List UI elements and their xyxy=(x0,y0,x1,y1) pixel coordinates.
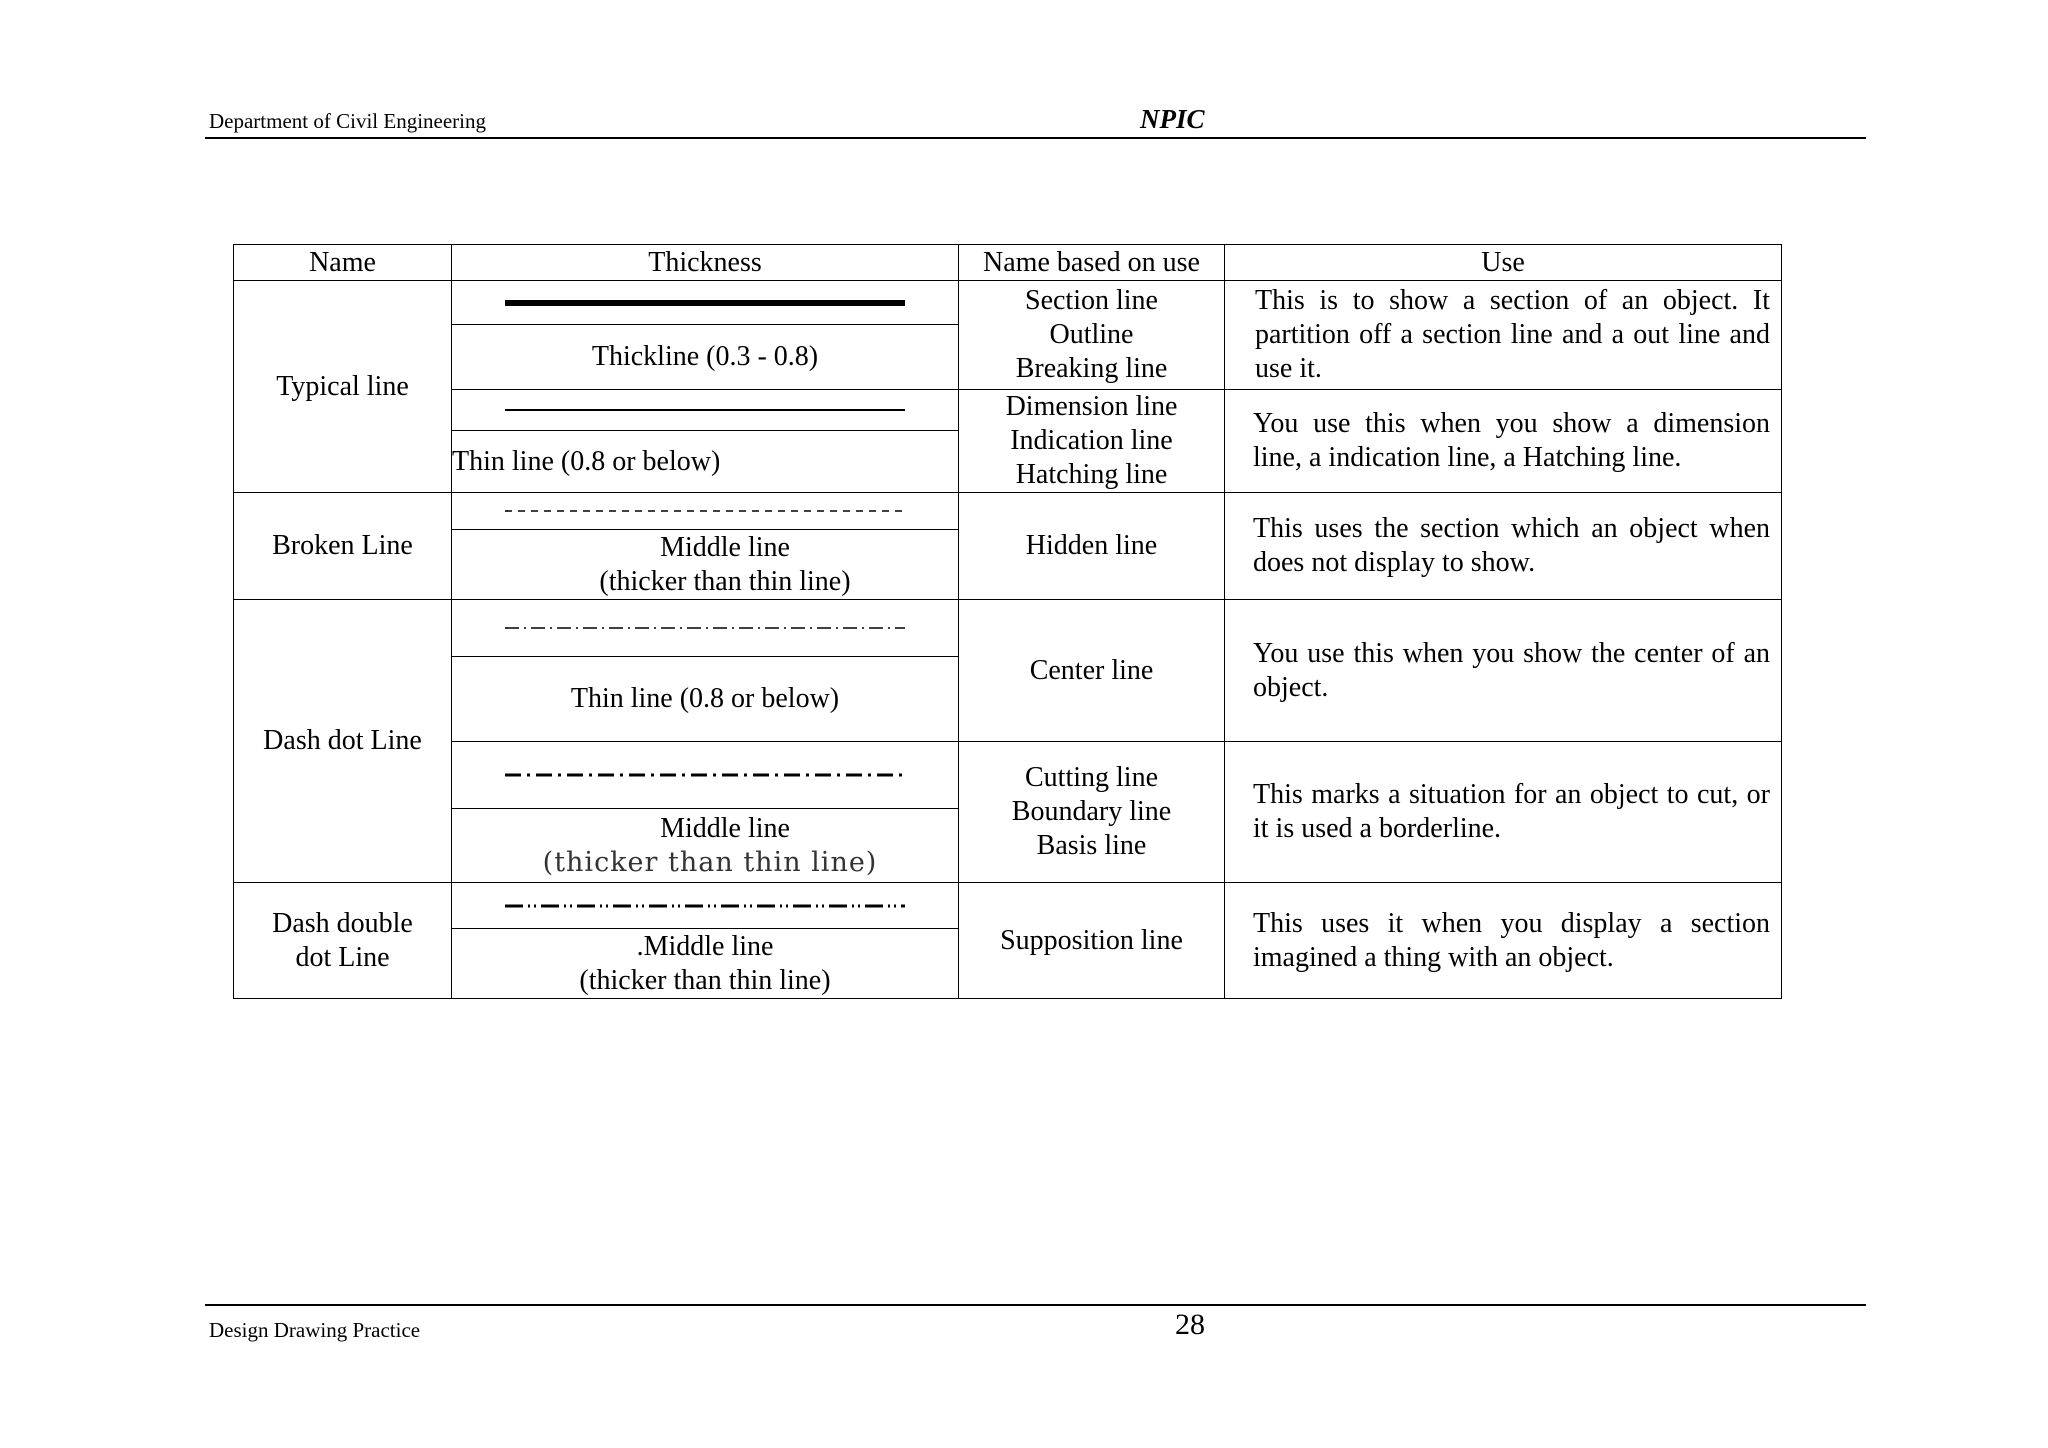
column-header: Use xyxy=(1225,245,1782,281)
thick-line-label: Thickline (0.3 - 0.8) xyxy=(452,325,959,390)
supposition-use-text: This uses it when you display a section imagined a thing with an object. xyxy=(1225,883,1782,999)
footer-rule xyxy=(205,1304,1866,1306)
dashdot-middle-sample xyxy=(452,742,959,809)
center-line-use-name: Center line xyxy=(959,600,1225,742)
thin-use-names: Dimension line Indication line Hatching line xyxy=(959,390,1225,493)
header-department: Department of Civil Engineering xyxy=(209,109,487,133)
row-name-dashdot: Dash dot Line xyxy=(234,600,452,883)
cutting-use-names: Cutting line Boundary line Basis line xyxy=(959,742,1225,883)
row-name-typical: Typical line xyxy=(234,281,452,493)
line-types-table xyxy=(233,244,1782,999)
column-header: Name based on use xyxy=(959,245,1225,281)
thick-use-names: Section line Outline Breaking line xyxy=(959,281,1225,390)
dashdouble-label: .Middle line (thicker than thin line) xyxy=(452,929,959,999)
header-org: NPIC xyxy=(1140,104,1205,134)
thick-line-sample xyxy=(452,281,959,325)
footer-title: Design Drawing Practice xyxy=(209,1318,421,1342)
dashdot-thin-label: Thin line (0.8 or below) xyxy=(452,657,959,742)
dashdouble-sample xyxy=(452,883,959,929)
supposition-use-name: Supposition line xyxy=(959,883,1225,999)
row-name-dashdouble: Dash double dot Line xyxy=(234,883,452,999)
dashdot-middle-label: Middle line (thicker than thin line) xyxy=(452,809,959,883)
hidden-line-use-name: Hidden line xyxy=(959,493,1225,600)
header-rule xyxy=(205,137,1866,139)
broken-line-label: Middle line (thicker than thin line) xyxy=(452,530,959,600)
table-header-row xyxy=(234,245,1782,281)
dashdot-thin-sample xyxy=(452,600,959,657)
thin-use-text: You use this when you show a dimension line, a indication line, a Hatching line. xyxy=(1225,390,1782,493)
thin-line-sample xyxy=(452,390,959,431)
broken-line-sample xyxy=(452,493,959,530)
row-name-broken: Broken Line xyxy=(234,493,452,600)
column-header: Thickness xyxy=(452,245,959,281)
cutting-use-text: This marks a situation for an object to cut, or it is used a borderline. xyxy=(1225,742,1782,883)
thick-use-text: This is to show a section of an object. It partition off a section line and a out line and use it. xyxy=(1225,281,1782,390)
column-header: Name xyxy=(234,245,452,281)
center-line-use-text: You use this when you show the center of an object. xyxy=(1225,600,1782,742)
thin-line-label: Thin line (0.8 or below) xyxy=(452,431,959,493)
page-number: 28 xyxy=(1175,1308,1205,1341)
hidden-line-use-text: This uses the section which an object when does not display to show. xyxy=(1225,493,1782,600)
